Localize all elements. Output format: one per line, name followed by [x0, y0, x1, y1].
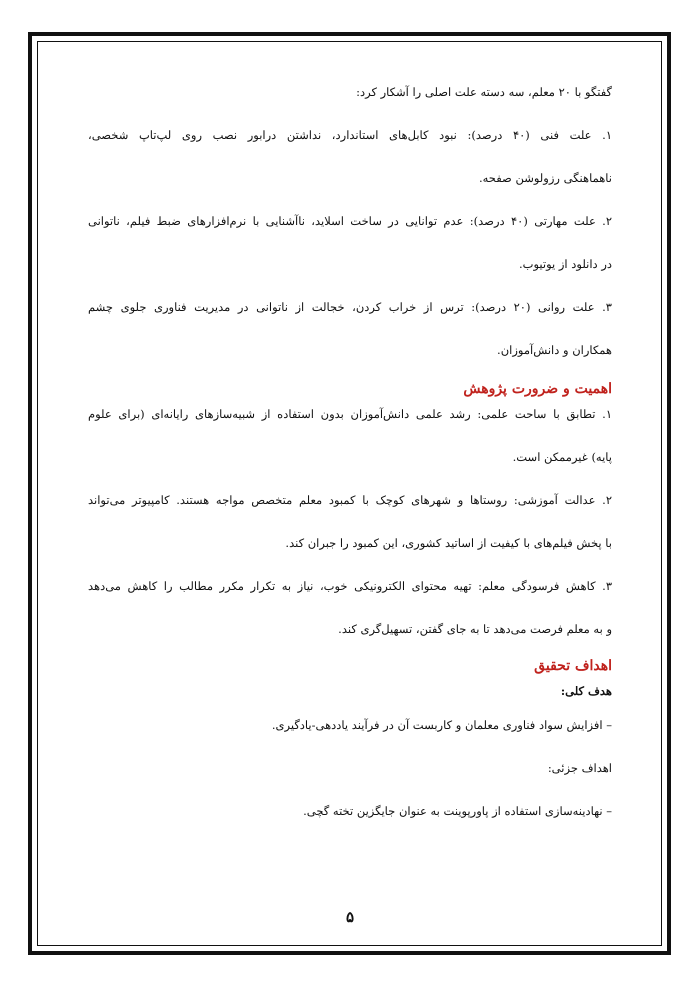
specific-goals-title: اهداف جزئی:: [547, 761, 612, 775]
cause-psych-line2: همکاران و دانش‌آموزان.: [497, 343, 612, 357]
importance-item1-line1: ۱. تطابق با ساحت علمی: رشد علمی دانش‌آموزان بدون استفاده از شبیه‌سازهای رایانه‌ای (برای علوم: [88, 407, 612, 421]
importance-item3-line1: ۳. کاهش فرسودگی معلم: تهیه محتوای الکترونیکی خوب، نیاز به تکرار مکرر مطالب را کاهش می‌دهد: [88, 579, 612, 593]
importance-item3-line2: و به معلم فرصت می‌دهد تا به جای گفتن، تسهیل‌گری کند.: [338, 622, 612, 636]
cause-technical-line2: ناهماهنگی رزولوشن صفحه.: [478, 171, 612, 185]
importance-heading: اهمیت و ضرورت پژوهش: [463, 381, 612, 397]
page-number: ۵: [345, 908, 355, 926]
importance-item1-line2: پایه) غیرممکن است.: [512, 450, 612, 464]
importance-item2-line2: با پخش فیلم‌های با کیفیت از اساتید کشوری، این کمبود را جبران کند.: [285, 536, 612, 550]
general-goal-title: هدف کلی:: [560, 684, 612, 698]
general-goal-text: – افزایش سواد فناوری معلمان و کاربست آن در فرآیند یاددهی-یادگیری.: [271, 718, 612, 732]
goals-heading: اهداف تحقیق: [534, 658, 612, 674]
cause-technical-line1: ۱. علت فنی (۴۰ درصد): نبود کابل‌های استاندارد، نداشتن درابور نصب روی لپ‌تاپ شخصی،: [88, 128, 612, 142]
importance-item2-line1: ۲. عدالت آموزشی: روستاها و شهرهای کوچک با کمبود معلم متخصص مواجه هستند. کامپیوتر می‌تواند: [88, 493, 612, 507]
specific-goal-text: – نهادینه‌سازی استفاده از پاورپوینت به عنوان جایگزین تخته گچی.: [303, 804, 612, 818]
cause-psych-line1: ۳. علت روانی (۲۰ درصد): ترس از خراب کردن، خجالت از ناتوانی در مدیریت فناوری جلوی چشم: [88, 300, 612, 314]
cause-skill-line2: در دانلود از یوتیوب.: [518, 257, 612, 271]
intro-paragraph: گفتگو با ۲۰ معلم، سه دسته علت اصلی را آشکار کرد:: [356, 85, 612, 99]
cause-skill-line1: ۲. علت مهارتی (۴۰ درصد): عدم توانایی در ساخت اسلاید، ناآشنایی با نرم‌افزارهای ضبط فیلم، ناتوانی: [88, 214, 612, 228]
page-content: [88, 84, 612, 846]
